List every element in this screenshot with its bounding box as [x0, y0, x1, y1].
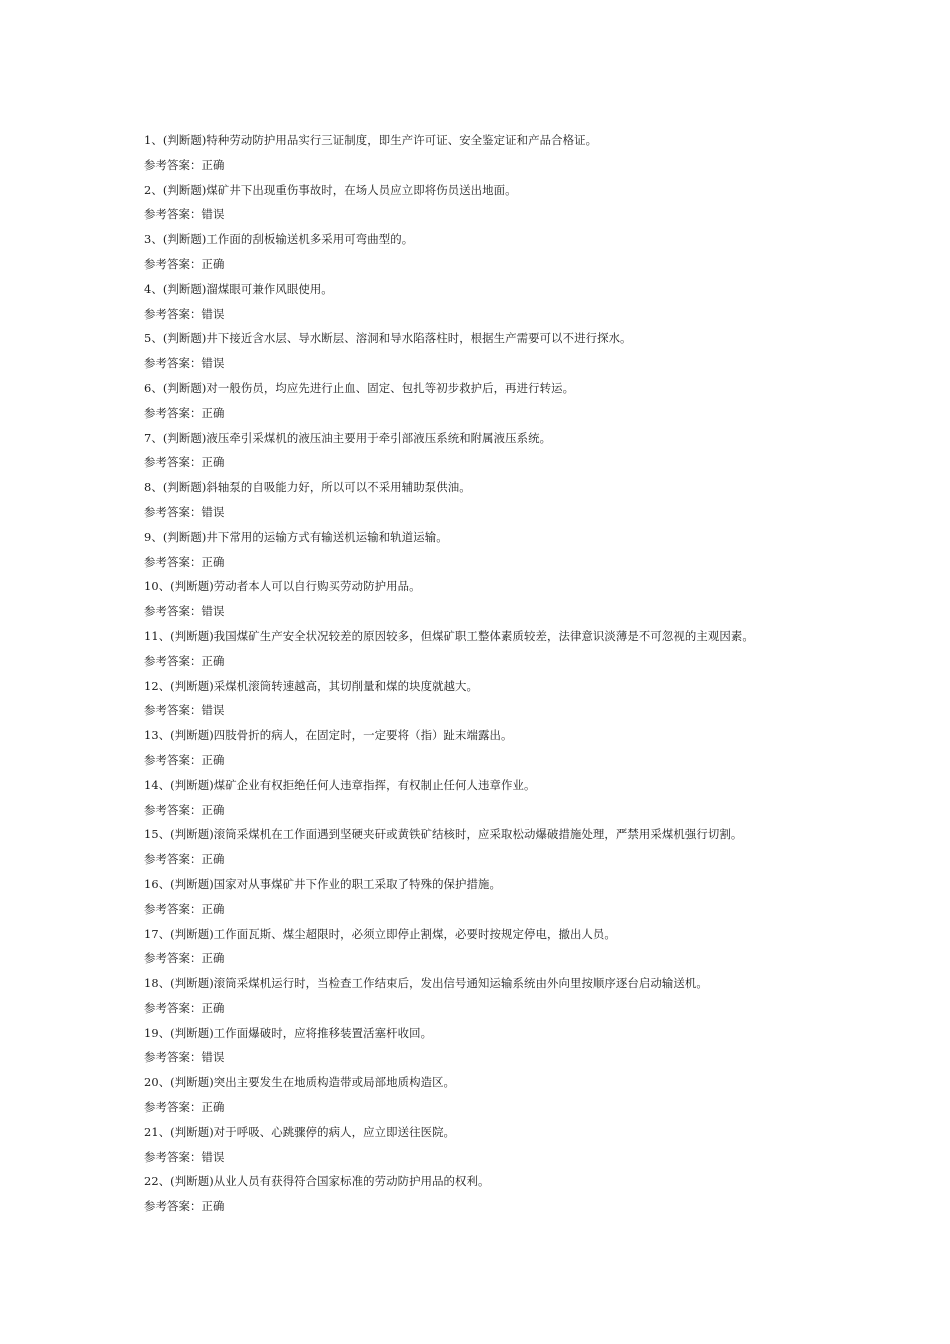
question-text: 7、(判断题)液压牵引采煤机的液压油主要用于牵引部液压系统和附属液压系统。 — [144, 430, 552, 445]
question-text: 9、(判断题)井下常用的运输方式有输送机运输和轨道运输。 — [144, 529, 448, 544]
question-text: 15、(判断题)滚筒采煤机在工作面遇到坚硬夹矸或黄铁矿结核时，应采取松动爆破措施处理，严禁用采煤机强行切割。 — [144, 827, 743, 842]
question-list — [144, 128, 924, 1219]
question-item — [144, 277, 924, 327]
question-item — [144, 1169, 924, 1219]
question-item — [144, 1120, 924, 1170]
question-text: 4、(判断题)溜煤眼可兼作风眼使用。 — [144, 281, 333, 296]
question-item — [144, 723, 924, 773]
question-text: 17、(判断题)工作面瓦斯、煤尘超限时，必须立即停止割煤，必要时按规定停电，撤出人员。 — [144, 926, 616, 941]
question-text: 12、(判断题)采煤机滚筒转速越高，其切削量和煤的块度就越大。 — [144, 678, 479, 693]
question-item — [144, 227, 924, 277]
question-text: 10、(判断题)劳动者本人可以自行购买劳动防护用品。 — [144, 579, 421, 594]
answer-text: 参考答案：错误 — [144, 703, 225, 718]
question-item — [144, 326, 924, 376]
question-text: 5、(判断题)井下接近含水层、导水断层、溶洞和导水陷落柱时，根据生产需要可以不进行探水。 — [144, 331, 632, 346]
answer-text: 参考答案：正确 — [144, 455, 225, 470]
question-item — [144, 376, 924, 426]
question-text: 22、(判断题)从业人员有获得符合国家标准的劳动防护用品的权利。 — [144, 1174, 490, 1189]
document-page — [144, 128, 924, 1219]
question-text: 2、(判断题)煤矿井下出现重伤事故时，在场人员应立即将伤员送出地面。 — [144, 182, 517, 197]
answer-text: 参考答案：正确 — [144, 157, 225, 172]
answer-text: 参考答案：正确 — [144, 256, 225, 271]
question-item — [144, 624, 924, 674]
answer-text: 参考答案：正确 — [144, 653, 225, 668]
question-text: 13、(判断题)四肢骨折的病人，在固定时，一定要将（指）趾末端露出。 — [144, 728, 513, 743]
question-item — [144, 773, 924, 823]
answer-text: 参考答案：错误 — [144, 1149, 225, 1164]
answer-text: 参考答案：正确 — [144, 852, 225, 867]
question-item — [144, 475, 924, 525]
answer-text: 参考答案：正确 — [144, 802, 225, 817]
question-text: 19、(判断题)工作面爆破时，应将推移装置活塞杆收回。 — [144, 1025, 433, 1040]
question-item — [144, 128, 924, 178]
question-text: 6、(判断题)对一般伤员，均应先进行止血、固定、包扎等初步救护后，再进行转运。 — [144, 380, 575, 395]
answer-text: 参考答案：正确 — [144, 951, 225, 966]
answer-text: 参考答案：错误 — [144, 306, 225, 321]
question-item — [144, 574, 924, 624]
answer-text: 参考答案：错误 — [144, 1050, 225, 1065]
question-text: 3、(判断题)工作面的刮板输送机多采用可弯曲型的。 — [144, 232, 414, 247]
answer-text: 参考答案：正确 — [144, 1199, 225, 1214]
question-item — [144, 1021, 924, 1071]
answer-text: 参考答案：正确 — [144, 1100, 225, 1115]
question-item — [144, 525, 924, 575]
answer-text: 参考答案：正确 — [144, 554, 225, 569]
question-text: 11、(判断题)我国煤矿生产安全状况较差的原因较多，但煤矿职工整体素质较差，法律意识淡薄是不可忽视的主观因素。 — [144, 628, 754, 643]
question-item — [144, 922, 924, 972]
answer-text: 参考答案：正确 — [144, 901, 225, 916]
answer-text: 参考答案：错误 — [144, 604, 225, 619]
question-text: 21、(判断题)对于呼吸、心跳骤停的病人，应立即送往医院。 — [144, 1124, 456, 1139]
question-text: 16、(判断题)国家对从事煤矿井下作业的职工采取了特殊的保护措施。 — [144, 876, 502, 891]
answer-text: 参考答案：错误 — [144, 207, 225, 222]
question-item — [144, 872, 924, 922]
question-text: 14、(判断题)煤矿企业有权拒绝任何人违章指挥，有权制止任何人违章作业。 — [144, 777, 536, 792]
answer-text: 参考答案：错误 — [144, 504, 225, 519]
answer-text: 参考答案：错误 — [144, 356, 225, 371]
answer-text: 参考答案：正确 — [144, 752, 225, 767]
question-text: 1、(判断题)特种劳动防护用品实行三证制度，即生产许可证、安全鉴定证和产品合格证。 — [144, 133, 598, 147]
question-text: 8、(判断题)斜轴泵的自吸能力好，所以可以不采用辅助泵供油。 — [144, 480, 471, 495]
question-item — [144, 674, 924, 724]
question-item — [144, 426, 924, 476]
question-item — [144, 1070, 924, 1120]
question-text: 18、(判断题)滚筒采煤机运行时，当检查工作结束后，发出信号通知运输系统由外向里按顺序逐台启动输送机。 — [144, 976, 708, 991]
question-item — [144, 971, 924, 1021]
answer-text: 参考答案：正确 — [144, 405, 225, 420]
question-item — [144, 178, 924, 228]
answer-text: 参考答案：正确 — [144, 1000, 225, 1015]
question-text: 20、(判断题)突出主要发生在地质构造带或局部地质构造区。 — [144, 1075, 456, 1090]
question-item — [144, 822, 924, 872]
